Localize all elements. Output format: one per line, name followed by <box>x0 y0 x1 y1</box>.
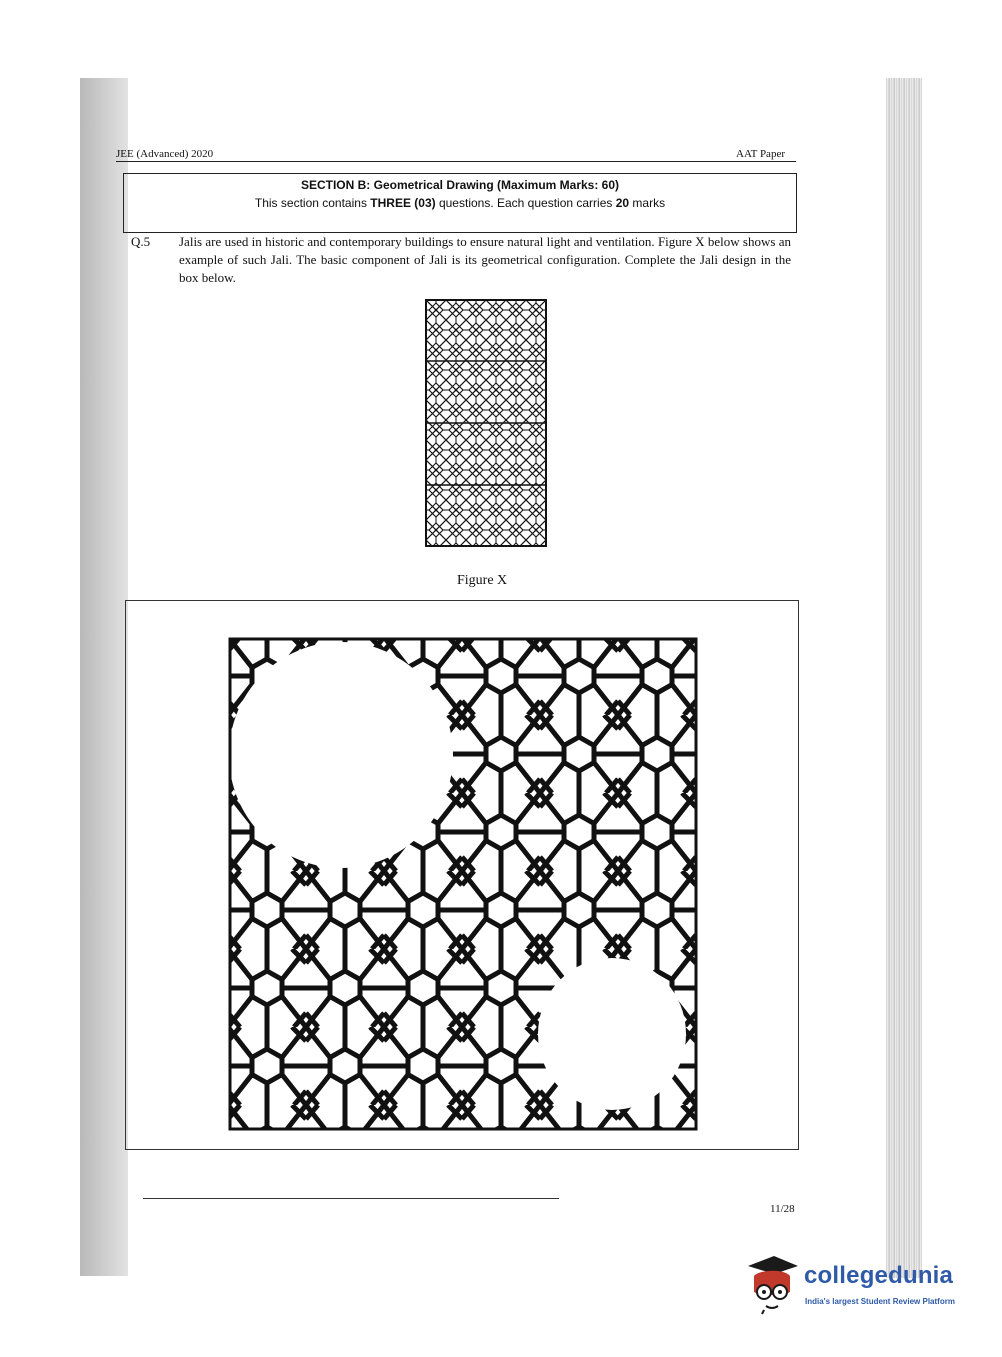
figure-x-jali <box>425 299 547 547</box>
marks-value: 20 <box>615 196 630 210</box>
footer-rule <box>143 1198 559 1199</box>
section-title: SECTION B: Geometrical Drawing (Maximum Marks: 60) <box>300 178 620 192</box>
brand-tagline: India's largest Student Review Platform <box>805 1297 955 1306</box>
exam-header: JEE (Advanced) 2020 <box>116 148 214 160</box>
brand-name: collegedunia <box>804 1262 954 1289</box>
collegedunia-mascot-icon <box>744 1252 802 1316</box>
paper-header: AAT Paper <box>736 148 785 160</box>
header-rule <box>116 161 796 162</box>
section-instruction <box>124 196 796 210</box>
page-number: 11/28 <box>770 1203 795 1215</box>
instruction-text: This section contains <box>254 196 371 210</box>
scan-shadow-right <box>886 78 922 1278</box>
figure-caption: Figure X <box>457 573 508 588</box>
question-count: THREE (03) <box>370 196 436 210</box>
question-text: Jalis are used in historic and contemporary buildings to ensure natural light and ventilation. Figure X below shows an example of such Jali. The basic component of Jali is its geometrical configuration. Complete the Jali design in the box below. <box>179 234 791 285</box>
section-box <box>123 173 797 233</box>
instruction-text: marks <box>629 196 666 210</box>
jali-completion-drawing <box>228 637 698 1131</box>
scan-shadow-left <box>80 78 128 1276</box>
instruction-text: questions. Each question carries <box>435 196 616 210</box>
question-number: Q.5 <box>131 234 151 249</box>
